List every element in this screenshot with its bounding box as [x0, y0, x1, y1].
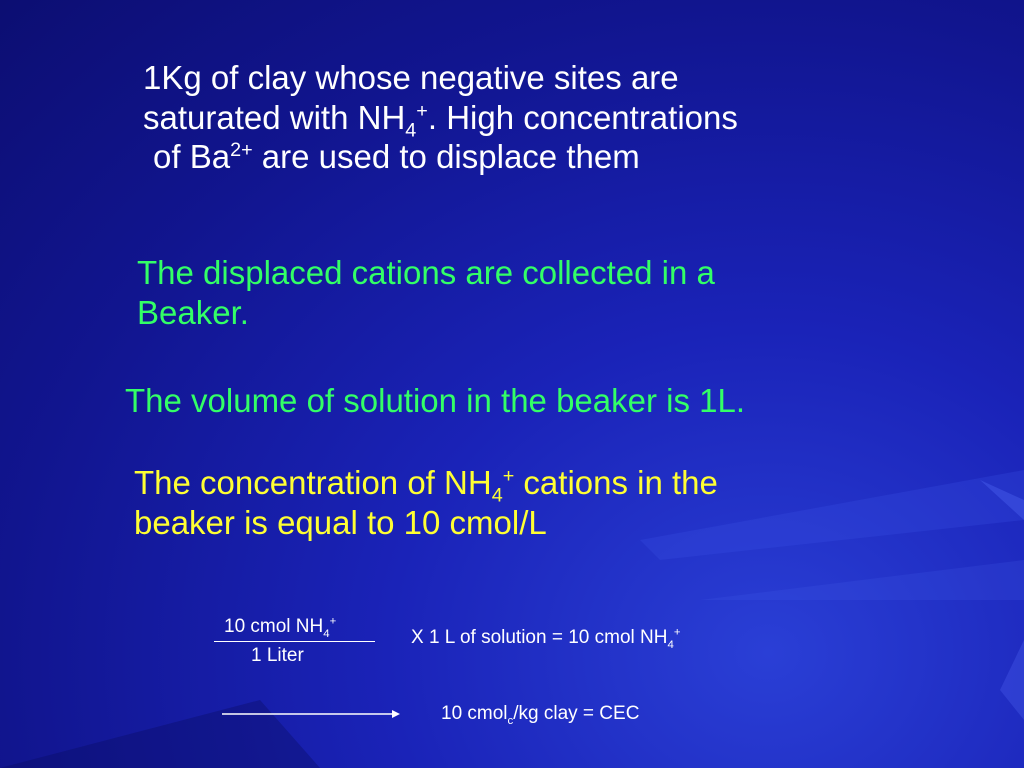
- multiplication-expression: X 1 L of solution = 10 cmol $NH_4^+$: [411, 626, 681, 651]
- displaced-line-2: Beaker.: [137, 293, 249, 331]
- intro-line-2: saturated with $NH_4^+$. High concentrations: [143, 98, 738, 142]
- fraction-bar: [214, 641, 375, 642]
- displaced-line-1: The displaced cations are collected in a: [137, 254, 715, 291]
- concentration-line-1: The concentration of $NH_4^+$ cations in the: [134, 464, 718, 507]
- volume-paragraph: The volume of solution in the beaker is 1L.: [125, 382, 746, 419]
- cec-result: 10 cmol$_c$/kg clay = CEC: [441, 703, 640, 727]
- fraction-denominator: 1 Liter: [251, 645, 304, 666]
- displaced-cations-paragraph: [137, 253, 715, 332]
- concentration-paragraph: [134, 463, 718, 542]
- intro-line-1: 1Kg of clay whose negative sites are: [143, 59, 679, 96]
- intro-line-3: of $Ba^{2+}$ are used to displace them: [153, 138, 640, 176]
- concentration-line-2: beaker is equal to 10 cmol/L: [134, 503, 547, 541]
- intro-paragraph: [143, 58, 738, 177]
- fraction-numerator: 10 cmol $NH_4^+$: [224, 615, 337, 640]
- right-arrow-icon: [222, 707, 402, 721]
